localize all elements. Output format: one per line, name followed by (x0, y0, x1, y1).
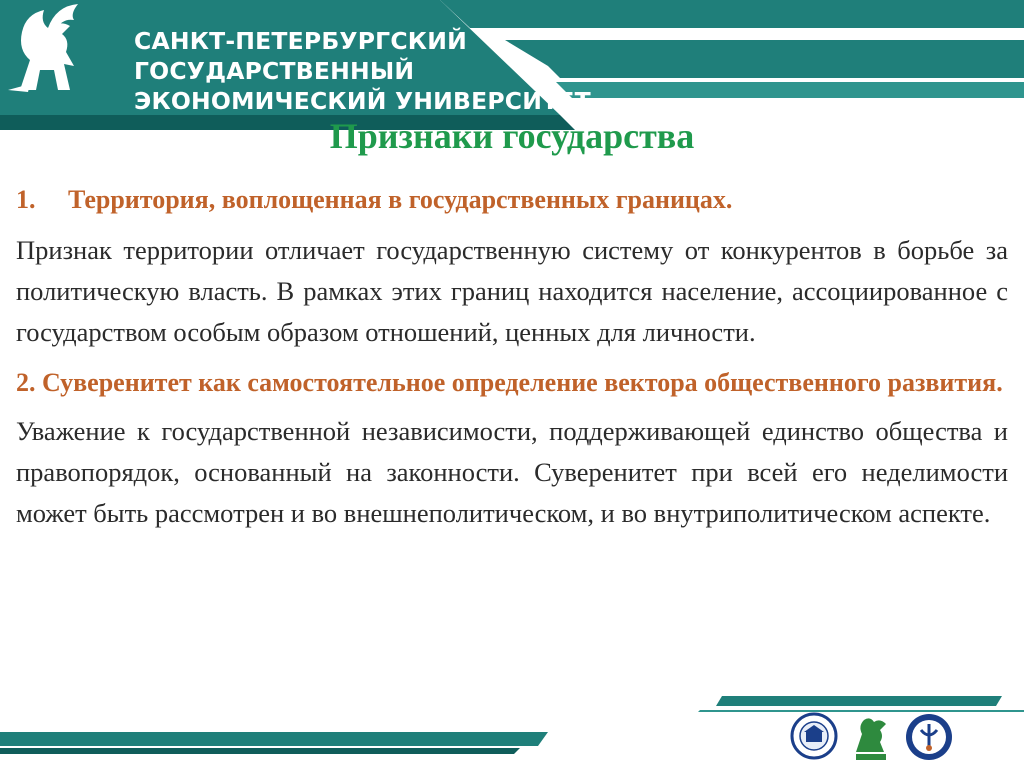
section-number: 1. (16, 185, 36, 214)
section-heading (16, 180, 1008, 220)
slide-title: Признаки государства (329, 116, 695, 156)
university-name-line: САНКТ-ПЕТЕРБУРГСКИЙ (134, 27, 467, 55)
slide-content (16, 180, 1008, 544)
university-seal-icon (790, 712, 838, 760)
university-name-line: ЭКОНОМИЧЕСКИЙ УНИВЕРСИТЕТ (134, 87, 591, 115)
section-heading-text: Территория, воплощенная в государственных границах. (68, 185, 733, 214)
university-name (134, 26, 591, 116)
section-heading: 2. Суверенитет как самостоятельное определение вектора общественного развития. (16, 368, 1003, 397)
finec-emblem-icon (904, 712, 954, 762)
section-paragraph: Уважение к государственной независимости, поддерживающей единство общества и правопорядок, основанный на законности. Суверенитет при всей его неделимости может быть рассмотрен и во внешнеполитическом, и во внутриполитическом аспекте. (16, 416, 1008, 528)
griffin-logo-icon (848, 712, 892, 764)
section-paragraph: Признак территории отличает государственную систему от конкурентов в борьбе за политическую власть. В рамках этих границ находится население, ассоциированное с государством особым образом отношений, ценных для личности. (16, 235, 1008, 347)
griffin-icon (0, 0, 88, 96)
university-name-line: ГОСУДАРСТВЕННЫЙ (134, 57, 415, 85)
